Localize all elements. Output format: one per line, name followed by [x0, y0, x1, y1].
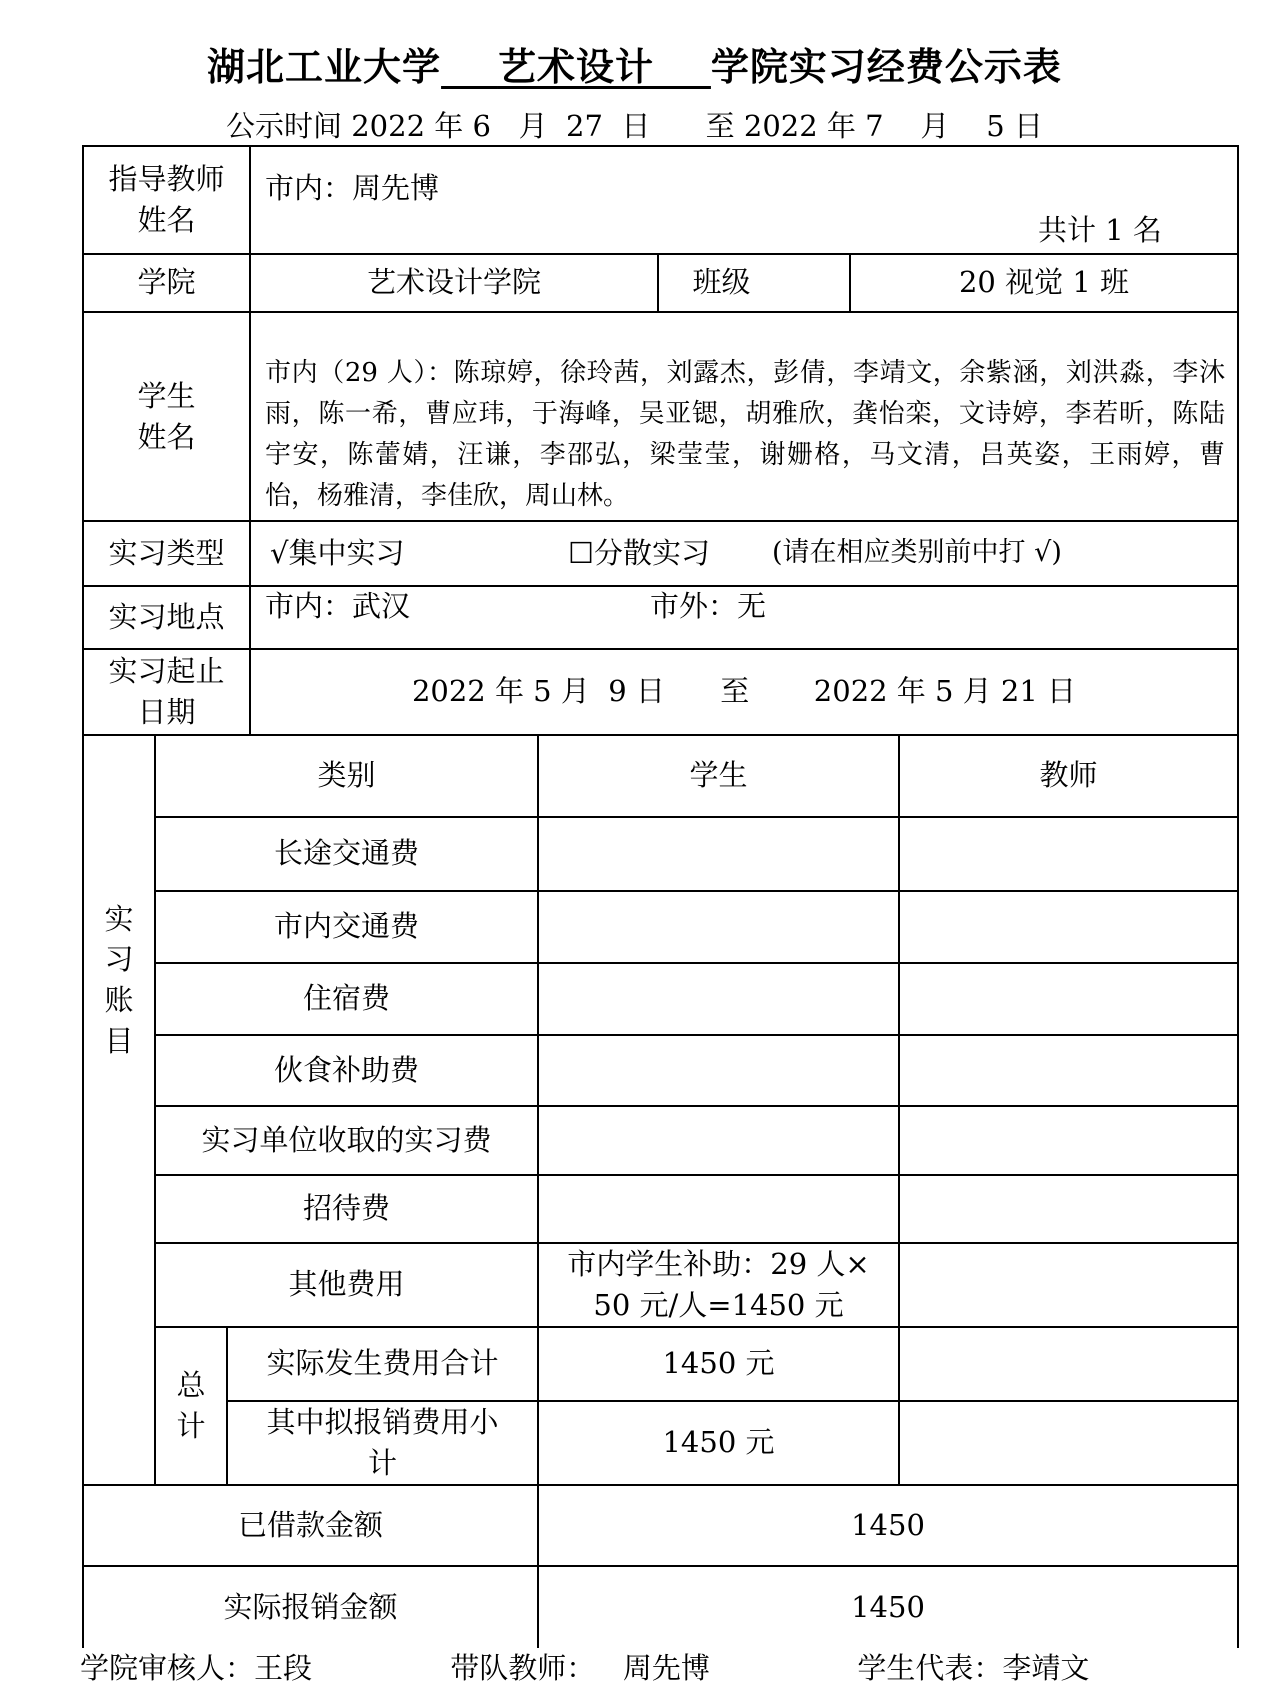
teacher-total: 共计 1 名 [1038, 213, 1162, 248]
location-outer: 市外：无 [650, 589, 767, 624]
row-other-fees: 其他费用 [288, 1267, 405, 1302]
intern-type-note: (请在相应类别前中打 √) [772, 537, 1062, 569]
location-label: 实习地点 [108, 599, 225, 634]
title-suffix: 学院实习经费公示表 [710, 44, 1062, 89]
location-inner: 市内：武汉 [265, 589, 411, 624]
actual-cost-student: 1450 元 [662, 1346, 775, 1381]
row-meal-subsidy: 伙食补助费 [273, 1052, 419, 1087]
actual-reimb-label: 实际报销金额 [223, 1589, 398, 1624]
borrowed-value: 1450 [851, 1507, 925, 1542]
row-long-distance-transport: 长途交通费 [273, 836, 419, 871]
class-value: 20 视觉 1 班 [958, 265, 1129, 300]
teacher-value: 市内：周先博 [265, 171, 440, 206]
intern-type-concentrated: √集中实习 [270, 535, 405, 570]
class-label: 班级 [692, 265, 751, 300]
dates-label: 实习起止 日期 [108, 654, 225, 729]
head-category: 类别 [317, 758, 376, 793]
dates-value: 2022 年 5 月 9 日 至 2022 年 5 月 21 日 [411, 674, 1077, 709]
row-unit-intern-fee: 实习单位收取的实习费 [201, 1122, 492, 1157]
students-list: 市内（29 人）：陈琼婷，徐玲茜，刘露杰，彭倩，李靖文，余紫涵，刘洪淼，李沐雨，陈一希，曹应玮，于海峰，吴亚锶，胡雅欣，龚怡栾，文诗婷，李若昕，陈陆宇安，陈蕾婧，汪谦，李邵弘，梁莹莹，谢姗格，马文清，吕英姿，王雨婷，曹怡，杨雅清，李佳欣，周山林。 [265, 358, 1225, 511]
reimb-subtotal-student: 1450 元 [662, 1425, 775, 1460]
intern-type-label: 实习类型 [108, 535, 225, 570]
row-city-transport: 市内交通费 [273, 909, 419, 944]
college-value: 艺术设计学院 [366, 265, 541, 300]
title-prefix: 湖北工业大学 [207, 44, 442, 89]
other-fees-student: 市内学生补助：29 人× 50 元/人=1450 元 [567, 1247, 870, 1322]
actual-reimb-value: 1450 [851, 1589, 925, 1624]
intern-type-dispersed: ☐分散实习 [568, 535, 710, 570]
head-teacher: 教师 [1039, 758, 1098, 793]
signature-footer: 学院审核人：王段 带队教师： 周先博 学生代表：李靖文 [80, 1651, 1090, 1685]
title-college: 艺术设计 [497, 44, 654, 89]
head-student: 学生 [689, 758, 748, 793]
accounts-side-label: 实 习 账 目 [104, 901, 134, 1058]
college-label: 学院 [137, 265, 196, 300]
students-label: 学生 姓名 [137, 378, 196, 454]
row-hospitality: 招待费 [302, 1191, 390, 1226]
teacher-label: 指导教师 姓名 [108, 162, 225, 237]
reimb-subtotal-label: 其中拟报销费用小 计 [266, 1405, 499, 1480]
row-accommodation: 住宿费 [302, 981, 390, 1016]
borrowed-label: 已借款金额 [237, 1507, 383, 1542]
actual-cost-label: 实际发生费用合计 [266, 1346, 499, 1381]
total-label: 总 计 [176, 1368, 206, 1443]
publicity-period: 公示时间 2022 年 6 月 27 日 至 2022 年 7 月 5 日 [226, 109, 1043, 143]
